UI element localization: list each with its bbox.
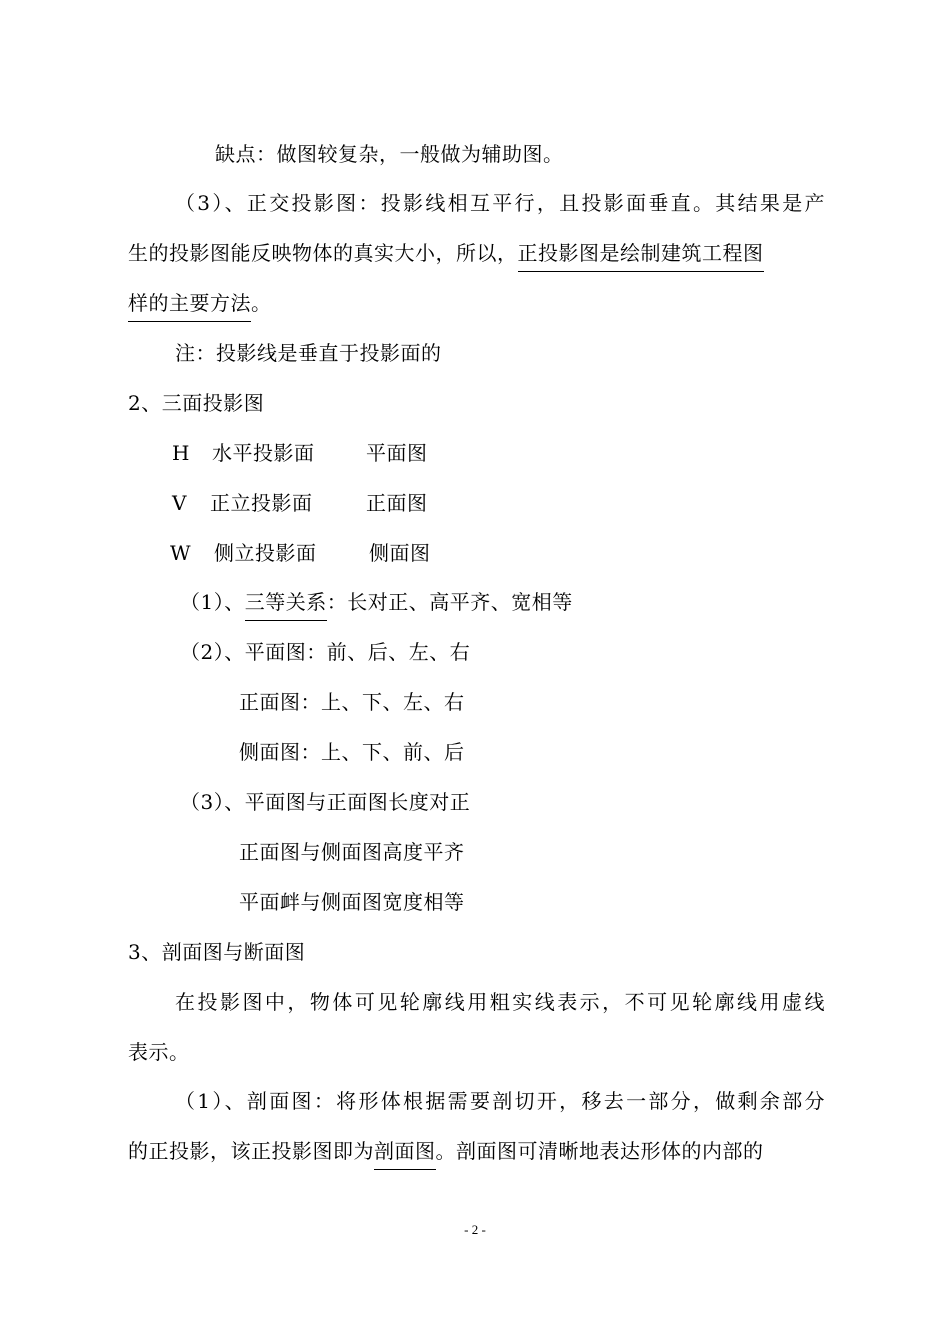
side-view-line: 侧面图：上、下、前、后 bbox=[239, 740, 465, 764]
projection-face: 水平投影面 bbox=[212, 441, 315, 465]
paragraph-section-view-cont bbox=[128, 1137, 764, 1165]
projection-view: 平面图 bbox=[366, 441, 428, 465]
paragraph-section-view: （1）、剖面图：将形体根据需要剖切开，移去一部分，做剩余部分 bbox=[175, 1089, 825, 1113]
paragraph-orthographic-cont bbox=[128, 239, 825, 267]
paragraph-contour-end: 表示。 bbox=[128, 1040, 190, 1064]
projection-view: 侧面图 bbox=[369, 541, 431, 565]
front-view-line: 正面图：上、下、左、右 bbox=[239, 690, 465, 714]
paragraph-orthographic: （3）、正交投影图：投影线相互平行，且投影面垂直。其结果是产 bbox=[175, 191, 825, 215]
projection-view: 正面图 bbox=[366, 491, 428, 515]
projection-code: V bbox=[172, 491, 187, 515]
text-segment: 生的投影图能反映物体的真实大小，所以， bbox=[128, 241, 518, 265]
underlined-text: 样的主要方法 bbox=[128, 291, 251, 322]
paragraph-orthographic-end bbox=[128, 289, 272, 317]
relation-line-2: 正面图与侧面图高度平齐 bbox=[239, 840, 465, 864]
relation-line-1: （3）、平面图与正面图长度对正 bbox=[180, 790, 471, 814]
text-segment: （1）、 bbox=[180, 590, 245, 614]
projection-code: W bbox=[170, 541, 192, 565]
projection-code: H bbox=[172, 441, 190, 465]
section-heading-2: 2、三面投影图 bbox=[128, 391, 265, 415]
projection-face: 正立投影面 bbox=[210, 491, 313, 515]
text-segment: ：长对正、高平齐、宽相等 bbox=[326, 590, 573, 614]
projection-face: 侧立投影面 bbox=[214, 541, 317, 565]
page-number: - 2 - bbox=[464, 1222, 486, 1237]
underlined-text: 剖面图 bbox=[374, 1139, 436, 1170]
note-line: 注：投影线是垂直于投影面的 bbox=[175, 341, 442, 365]
paragraph-disadvantage: 缺点：做图较复杂，一般做为辅助图。 bbox=[215, 142, 564, 166]
relation-line-3: 平面衅与侧面图宽度相等 bbox=[239, 890, 465, 914]
underlined-text: 三等关系 bbox=[245, 590, 327, 621]
text-segment: 。 bbox=[251, 291, 272, 315]
plan-view-line: （2）、平面图：前、后、左、右 bbox=[180, 640, 471, 664]
text-segment: 的正投影，该正投影图即为 bbox=[128, 1139, 374, 1163]
three-equal-relation bbox=[180, 588, 573, 616]
text-segment: 。剖面图可清晰地表达形体的内部的 bbox=[435, 1139, 764, 1163]
section-heading-3: 3、剖面图与断面图 bbox=[128, 940, 306, 964]
underlined-text: 正投影图是绘制建筑工程图 bbox=[518, 241, 764, 272]
paragraph-contour: 在投影图中，物体可见轮廓线用粗实线表示，不可见轮廓线用虚线 bbox=[175, 990, 825, 1014]
